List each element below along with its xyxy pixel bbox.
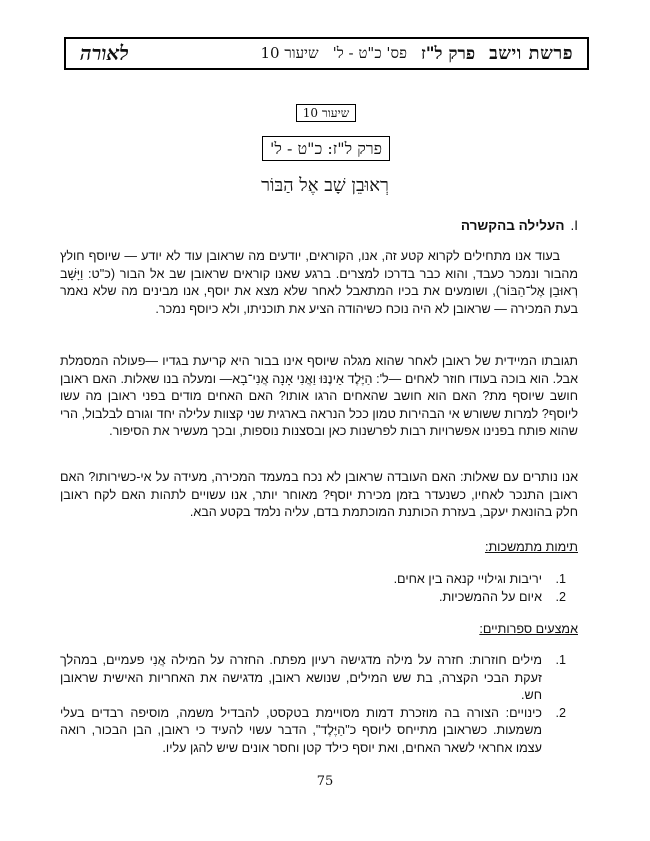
- page-header: [64, 37, 589, 70]
- list-item-number: 2.: [555, 589, 566, 604]
- paragraph-3: אנו נותרים עם שאלות: האם העובדה שראובן לא נכח במעמד המכירה, מעידה על אי-כשירותו? האם ראובן התנכר לאחיו, כשנעדר בזמן מכירת יוסף? מאוחר יותר, אנו עשויים לתהות האם לקח ראובן חלק בהונאת יעקב, בעזרת הכותנת המוכתמת בדם, עליה נלמד בקטע הבא.: [60, 470, 578, 520]
- header-right-group: [261, 43, 574, 64]
- header-chapter: פרק ל"ז: [420, 43, 476, 64]
- literary-devices-list: [60, 652, 578, 758]
- list-item: [60, 705, 566, 758]
- lesson-box: שיעור 10: [296, 104, 356, 122]
- section-number: I.: [570, 218, 578, 233]
- header-brand: לאורה: [80, 41, 129, 65]
- header-verses: פס' כ"ט - ל': [332, 44, 407, 62]
- paragraph-2: תגובתו המיידית של ראובן לאחר שהוא מגלה שיוסף אינו בבור היא קריעת בגדיו —פעולה המסמלת אבל. הוא בוכה בעודו חוזר לאחים —ל': הַיֶּלֶד אֵינֶנּוּ וַאֲנִי אָנָה אֲנִי־בָא— ומעלה בנו שאלות. האם ראובן חושב שיוסף מת? האם הוא חושב שהאחים הרגו אותו? האם האחים מודים בפני ראובן מה עשו ליוסף? למרות ששורש אי הבהירות טמון ככל הנראה בארגית שני קצוות עלילה יחד וגורם לבלבול, הרי שהוא פותח בפנינו אפשרויות רבות לפרשנות כאן ובסצנות נוספות, ובכך מעשיר את הסיפור.: [60, 354, 578, 439]
- list-item-number: 1.: [555, 572, 566, 586]
- list-item-text: כינויים: הצורה בה מוזכרת דמות מסויימת בטקסט, להבדיל משמה, מוסיפה רבדים בעלי משמעות. כשראובן מתייחס ליוסף כ"הַיֶּלֶד", הדבר עשוי להעיד כי ראובן, הבן הבכור, רואה עצמו אחראי לשאר האחים, ואת יוסף כילד קטן וחסר אונים שיש להגן עליו.: [60, 705, 542, 755]
- list-item-number: 1.: [555, 653, 566, 667]
- header-lesson: שיעור 10: [260, 44, 319, 62]
- chapter-box: פרק ל"ז: כ"ט - ל': [262, 136, 390, 161]
- list-item: [60, 589, 566, 607]
- list-item: [60, 571, 566, 589]
- section-title: העלילה בהקשרה: [460, 218, 565, 233]
- page-title: רְאוּבֵן שָׁב אֶל הַבּוֹר: [261, 175, 389, 196]
- literary-devices-heading: אמצעים ספרותיים:: [479, 622, 578, 636]
- list-item-number: 2.: [555, 705, 566, 720]
- header-parasha: פרשת וישב: [489, 43, 573, 64]
- list-item: [60, 652, 566, 705]
- list-item-text: יריבות וגילויי קנאה בין אחים.: [393, 572, 542, 586]
- section-heading: [461, 218, 578, 233]
- list-item-text: איום על ההמשכיות.: [438, 589, 542, 604]
- page-number: 75: [316, 774, 334, 789]
- themes-list: [60, 571, 578, 606]
- list-item-text: מילים חוזרות: חזרה על מילה מדגישה רעיון מפתח. החזרה על המילה אֲנִי פעמיים, במהלך זעקת הבכי הקצרה, בת שש המילים, שנושא ראובן, מדגישה את האחריות האישית שראובן חש.: [60, 653, 542, 703]
- themes-heading: תימות מתמשכות:: [484, 540, 578, 554]
- paragraph-1: בעוד אנו מתחילים לקרוא קטע זה, אנו, הקוראים, יודעים מה שראובן עוד לא יודע — שיוסף חולץ מהבור ונמכר כעבד, והוא כבר בדרכו למצרים. ברגע שאנו קוראים שראובן שב אל הבור (כ"ט: וַיָּשָׁב רְאוּבֵן אֶל־הַבּוֹר), ושומעים את בכיו המתאבל לאחר שלא מצא את יוסף, אנו מבינים מה שלא נאמר בעת המכירה — שראובן לא היה נוכח כשיהודה הציע את תוכניתו, ולא כיוסף נמכר.: [60, 249, 578, 316]
